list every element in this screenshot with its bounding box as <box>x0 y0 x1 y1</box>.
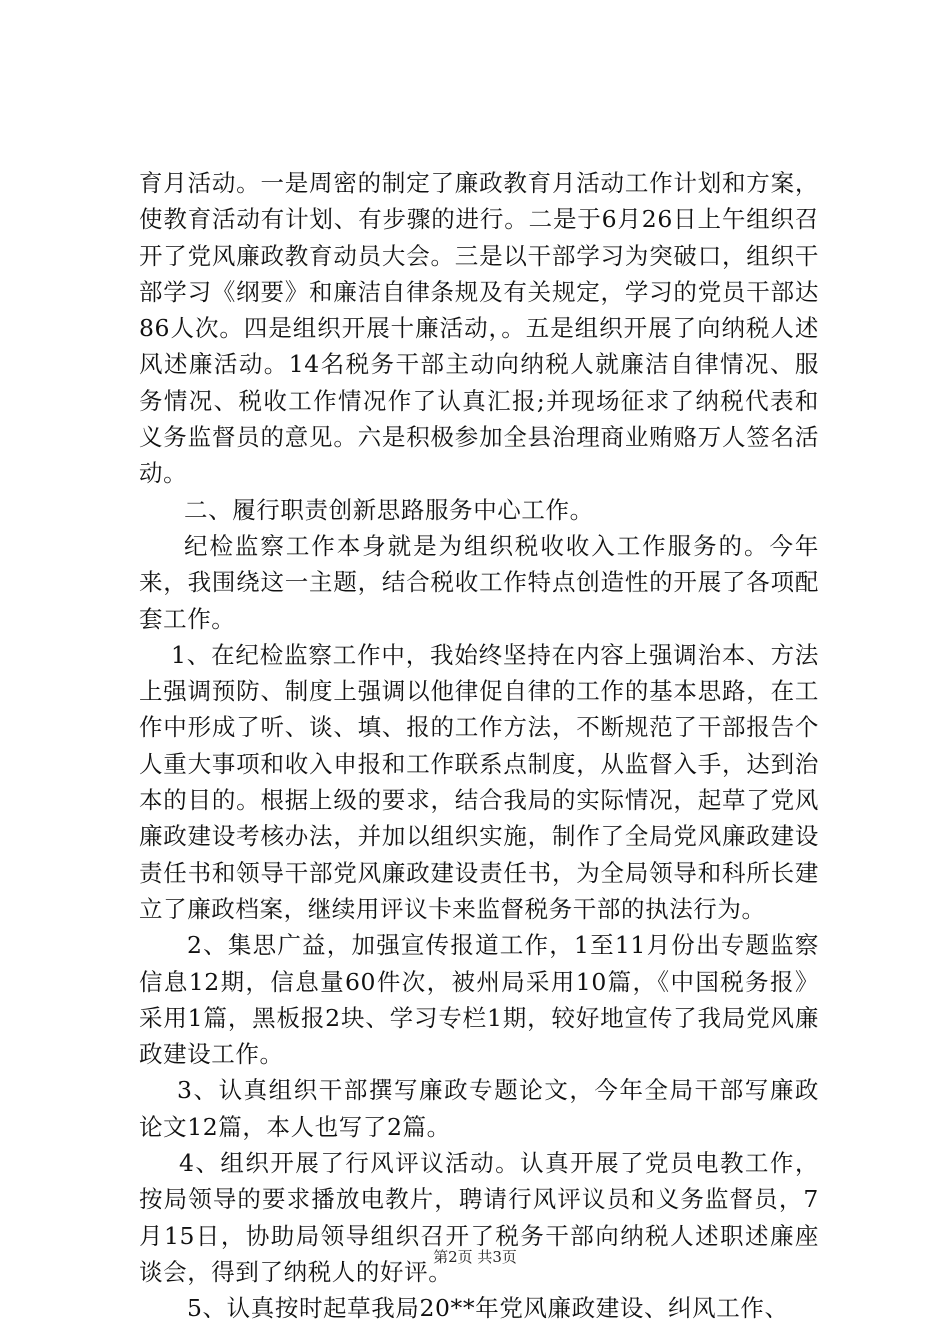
paragraph-item-1: 1、在纪检监察工作中，我始终坚持在内容上强调治本、方法上强调预防、制度上强调以他律促自律的工作的基本思路，在工作中形成了听、谈、填、报的工作方法，不断规范了干部报告个人重大事项和收入申报和工作联系点制度，从监督入手，达到治本的目的。根据上级的要求，结合我局的实际情况，起草了党风廉政建设考核办法，并加以组织实施，制作了全局党风廉政建设责任书和领导干部党风廉政建设责任书，为全局领导和科所长建立了廉政档案，继续用评议卡来监督税务干部的执法行为。 <box>139 640 819 923</box>
paragraph-item-3: 3、认真组织干部撰写廉政专题论文，今年全局干部写廉政论文12篇，本人也写了2篇。 <box>139 1076 819 1141</box>
paragraph-education-month: 育月活动。一是周密的制定了廉政教育月活动工作计划和方案，使教育活动有计划、有步骤的进行。二是于6月26日上午组织召开了党风廉政教育动员大会。三是以干部学习为突破口，组织干部学习《纲要》和廉洁自律条规及有关规定，学习的党员干部达86人次。四是组织开展十廉活动，。五是组织开展了向纳税人述风述廉活动。14名税务干部主动向纳税人就廉洁自律情况、服务情况、税收工作情况作了认真汇报;并现场征求了纳税代表和义务监督员的意见。六是积极参加全县治理商业贿赂万人签名活动。 <box>139 169 819 488</box>
paragraph-item-5: 5、认真按时起草我局20**年党风廉政建设、纠风工作、 <box>187 1294 789 1323</box>
section-heading-duties: 二、履行职责创新思路服务中心工作。 <box>184 495 594 524</box>
paragraph-item-4: 4、组织开展了行风评议活动。认真开展了党员电教工作，按局领导的要求播放电教片，聘请行风评议员和义务监督员，7月15日，协助局领导组织召开了税务干部向纳税人述职述廉座谈会，得到了纳税人的好评。 <box>139 1149 819 1286</box>
paragraph-intro: 纪检监察工作本身就是为组织税收收入工作服务的。今年来，我围绕这一主题，结合税收工作特点创造性的开展了各项配套工作。 <box>139 531 819 633</box>
paragraph-item-2: 2、集思广益，加强宣传报道工作，1至11月份出专题监察信息12期，信息量60件次，被州局采用10篇，《中国税务报》采用1篇，黑板报2块、学习专栏1期，较好地宣传了我局党风廉政建设工作。 <box>139 931 819 1069</box>
page-footer: 第2页 共3页 <box>433 1248 517 1266</box>
document-body <box>139 165 819 1327</box>
